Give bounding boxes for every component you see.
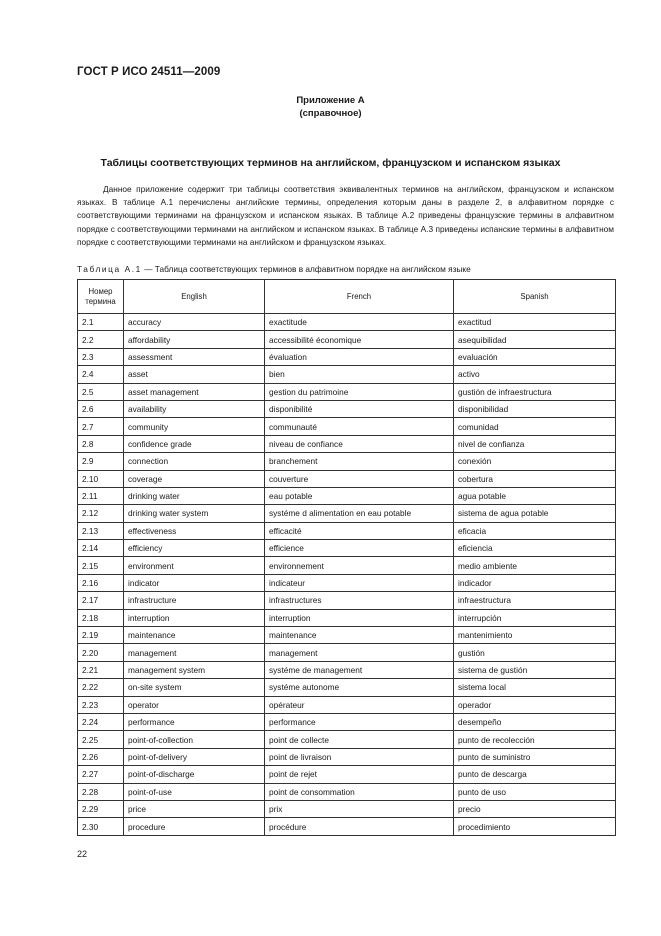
english-term-cell: maintenance xyxy=(124,627,265,644)
term-number-cell: 2.16 xyxy=(78,574,124,591)
table-row xyxy=(78,540,616,557)
french-term-cell: prix xyxy=(265,800,454,817)
page-number: 22 xyxy=(77,849,88,859)
french-term-cell: point de consommation xyxy=(265,783,454,800)
term-number-cell: 2.3 xyxy=(78,348,124,365)
english-term-cell: on-site system xyxy=(124,679,265,696)
french-term-cell: systéme de management xyxy=(265,661,454,678)
french-term-cell: branchement xyxy=(265,453,454,470)
french-term-cell: bien xyxy=(265,366,454,383)
table-caption-text: — Таблица соответствующих терминов в алфавитном порядке на английском языке xyxy=(141,264,471,274)
term-number-cell: 2.11 xyxy=(78,487,124,504)
spanish-term-cell: gustión xyxy=(454,644,616,661)
table-row xyxy=(78,609,616,626)
term-number-cell: 2.25 xyxy=(78,731,124,748)
table-row xyxy=(78,470,616,487)
spanish-term-cell: punto de recolección xyxy=(454,731,616,748)
spanish-term-cell: cobertura xyxy=(454,470,616,487)
french-term-cell: management xyxy=(265,644,454,661)
term-number-cell: 2.21 xyxy=(78,661,124,678)
english-term-cell: point-of-collection xyxy=(124,731,265,748)
table-row xyxy=(78,400,616,417)
spanish-term-cell: precio xyxy=(454,800,616,817)
english-term-cell: availability xyxy=(124,400,265,417)
term-number-cell: 2.27 xyxy=(78,766,124,783)
english-term-cell: confidence grade xyxy=(124,435,265,452)
table-row xyxy=(78,557,616,574)
english-term-cell: coverage xyxy=(124,470,265,487)
spanish-term-cell: procedimiento xyxy=(454,818,616,835)
french-term-cell: couverture xyxy=(265,470,454,487)
term-number-cell: 2.8 xyxy=(78,435,124,452)
french-term-cell: indicateur xyxy=(265,574,454,591)
term-number-cell: 2.20 xyxy=(78,644,124,661)
english-term-cell: management xyxy=(124,644,265,661)
spanish-term-cell: disponibilidad xyxy=(454,400,616,417)
table-row xyxy=(78,800,616,817)
table-row xyxy=(78,766,616,783)
english-term-cell: assessment xyxy=(124,348,265,365)
english-term-cell: point-of-use xyxy=(124,783,265,800)
english-term-cell: procedure xyxy=(124,818,265,835)
french-term-cell: maintenance xyxy=(265,627,454,644)
table-row xyxy=(78,453,616,470)
spanish-term-cell: conexión xyxy=(454,453,616,470)
table-row xyxy=(78,314,616,331)
header-french: French xyxy=(265,280,454,314)
french-term-cell: point de collecte xyxy=(265,731,454,748)
table-row xyxy=(78,783,616,800)
english-term-cell: environment xyxy=(124,557,265,574)
french-term-cell: communauté xyxy=(265,418,454,435)
english-term-cell: connection xyxy=(124,453,265,470)
spanish-term-cell: sistema de gustión xyxy=(454,661,616,678)
french-term-cell: systéme d alimentation en eau potable xyxy=(265,505,454,522)
spanish-term-cell: asequibilidad xyxy=(454,331,616,348)
table-row xyxy=(78,679,616,696)
french-term-cell: évaluation xyxy=(265,348,454,365)
english-term-cell: point-of-discharge xyxy=(124,766,265,783)
term-number-cell: 2.12 xyxy=(78,505,124,522)
english-term-cell: effectiveness xyxy=(124,522,265,539)
term-number-cell: 2.30 xyxy=(78,818,124,835)
table-row xyxy=(78,818,616,835)
french-term-cell: gestion du patrimoine xyxy=(265,383,454,400)
french-term-cell: systéme autonome xyxy=(265,679,454,696)
english-term-cell: asset xyxy=(124,366,265,383)
french-term-cell: disponibilité xyxy=(265,400,454,417)
spanish-term-cell: infraestructura xyxy=(454,592,616,609)
term-number-cell: 2.10 xyxy=(78,470,124,487)
standard-number: ГОСТ Р ИСО 24511—2009 xyxy=(77,66,221,78)
table-header-row xyxy=(78,280,616,314)
spanish-term-cell: interrupción xyxy=(454,609,616,626)
table-caption xyxy=(77,264,617,274)
term-number-cell: 2.2 xyxy=(78,331,124,348)
french-term-cell: opérateur xyxy=(265,696,454,713)
spanish-term-cell: activo xyxy=(454,366,616,383)
term-number-cell: 2.4 xyxy=(78,366,124,383)
term-number-cell: 2.26 xyxy=(78,748,124,765)
french-term-cell: performance xyxy=(265,713,454,730)
english-term-cell: efficiency xyxy=(124,540,265,557)
french-term-cell: efficience xyxy=(265,540,454,557)
french-term-cell: interruption xyxy=(265,609,454,626)
english-term-cell: indicator xyxy=(124,574,265,591)
table-row xyxy=(78,487,616,504)
english-term-cell: drinking water xyxy=(124,487,265,504)
table-row xyxy=(78,418,616,435)
english-term-cell: accuracy xyxy=(124,314,265,331)
table-row xyxy=(78,331,616,348)
table-row xyxy=(78,661,616,678)
term-number-cell: 2.6 xyxy=(78,400,124,417)
intro-text: Данное приложение содержит три таблицы соответствия эквивалентных терминов на английском, французском и испанском языках. В таблице А.1 перечислены английские термины, определения которым даны в разделе 2, в алфавитном порядке с соответствующими терминами на французском и испанском языках. В таблице А.2 приведены французские термины в алфавитном порядке с соответствующими терминами на английском и испанском языках. В таблице А.3 приведены испанские термины в алфавитном порядке с соответствующими терминами на английском и французском языках. xyxy=(77,184,614,247)
term-number-cell: 2.17 xyxy=(78,592,124,609)
spanish-term-cell: nivel de confianza xyxy=(454,435,616,452)
spanish-term-cell: eficiencia xyxy=(454,540,616,557)
intro-paragraph xyxy=(77,183,614,249)
table-row xyxy=(78,644,616,661)
appendix-note: (справочное) xyxy=(299,108,362,119)
french-term-cell: accessibilité économique xyxy=(265,331,454,348)
spanish-term-cell: punto de descarga xyxy=(454,766,616,783)
spanish-term-cell: punto de suministro xyxy=(454,748,616,765)
term-number-cell: 2.24 xyxy=(78,713,124,730)
term-number-cell: 2.14 xyxy=(78,540,124,557)
term-number-cell: 2.13 xyxy=(78,522,124,539)
english-term-cell: performance xyxy=(124,713,265,730)
spanish-term-cell: operador xyxy=(454,696,616,713)
table-row xyxy=(78,348,616,365)
spanish-term-cell: sistema de agua potable xyxy=(454,505,616,522)
spanish-term-cell: eficacia xyxy=(454,522,616,539)
spanish-term-cell: mantenimiento xyxy=(454,627,616,644)
term-number-cell: 2.9 xyxy=(78,453,124,470)
spanish-term-cell: medio ambiente xyxy=(454,557,616,574)
table-row xyxy=(78,627,616,644)
english-term-cell: infrastructure xyxy=(124,592,265,609)
spanish-term-cell: gustión de infraestructura xyxy=(454,383,616,400)
english-term-cell: drinking water system xyxy=(124,505,265,522)
table-row xyxy=(78,574,616,591)
french-term-cell: point de livraison xyxy=(265,748,454,765)
english-term-cell: affordability xyxy=(124,331,265,348)
header-spanish: Spanish xyxy=(454,280,616,314)
table-caption-label: Таблица А.1 xyxy=(77,264,142,274)
table-row xyxy=(78,522,616,539)
header-term-number: Номер термина xyxy=(78,280,124,314)
header-english: English xyxy=(124,280,265,314)
english-term-cell: point-of-delivery xyxy=(124,748,265,765)
french-term-cell: niveau de confiance xyxy=(265,435,454,452)
french-term-cell: efficacité xyxy=(265,522,454,539)
term-number-cell: 2.22 xyxy=(78,679,124,696)
french-term-cell: point de rejet xyxy=(265,766,454,783)
table-row xyxy=(78,731,616,748)
table-row xyxy=(78,748,616,765)
spanish-term-cell: comunidad xyxy=(454,418,616,435)
table-row xyxy=(78,383,616,400)
english-term-cell: community xyxy=(124,418,265,435)
section-title: Таблицы соответствующих терминов на английском, французском и испанском языках xyxy=(100,157,561,169)
term-number-cell: 2.5 xyxy=(78,383,124,400)
table-body xyxy=(78,314,616,836)
spanish-term-cell: indicador xyxy=(454,574,616,591)
english-term-cell: operator xyxy=(124,696,265,713)
table-row xyxy=(78,505,616,522)
french-term-cell: procédure xyxy=(265,818,454,835)
spanish-term-cell: desempeño xyxy=(454,713,616,730)
english-term-cell: interruption xyxy=(124,609,265,626)
spanish-term-cell: evaluación xyxy=(454,348,616,365)
appendix-title: Приложение А xyxy=(296,95,365,106)
term-number-cell: 2.18 xyxy=(78,609,124,626)
term-number-cell: 2.28 xyxy=(78,783,124,800)
spanish-term-cell: exactitud xyxy=(454,314,616,331)
french-term-cell: infrastructures xyxy=(265,592,454,609)
english-term-cell: management system xyxy=(124,661,265,678)
term-number-cell: 2.29 xyxy=(78,800,124,817)
term-number-cell: 2.19 xyxy=(78,627,124,644)
term-number-cell: 2.7 xyxy=(78,418,124,435)
term-number-cell: 2.1 xyxy=(78,314,124,331)
table-row xyxy=(78,592,616,609)
spanish-term-cell: punto de uso xyxy=(454,783,616,800)
english-term-cell: price xyxy=(124,800,265,817)
terms-table xyxy=(77,279,616,836)
french-term-cell: exactitude xyxy=(265,314,454,331)
spanish-term-cell: sistema local xyxy=(454,679,616,696)
table-row xyxy=(78,366,616,383)
table-row xyxy=(78,713,616,730)
french-term-cell: environnement xyxy=(265,557,454,574)
spanish-term-cell: agua potable xyxy=(454,487,616,504)
term-number-cell: 2.15 xyxy=(78,557,124,574)
english-term-cell: asset management xyxy=(124,383,265,400)
french-term-cell: eau potable xyxy=(265,487,454,504)
table-row xyxy=(78,696,616,713)
term-number-cell: 2.23 xyxy=(78,696,124,713)
table-row xyxy=(78,435,616,452)
